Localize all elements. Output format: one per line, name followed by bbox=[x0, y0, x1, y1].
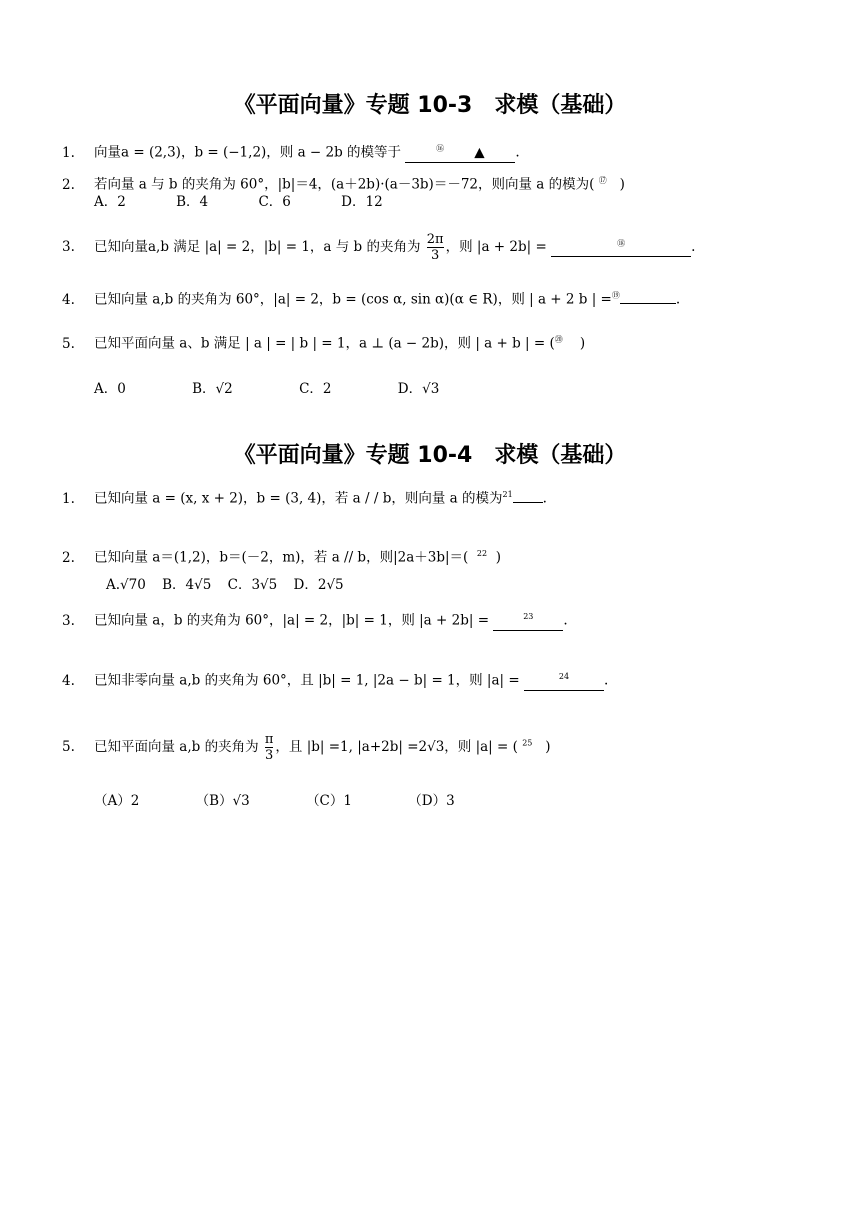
s2-question-3: 3. 已知向量 a，b 的夹角为 60°，|a| = 2，|b| = 1，则 |a + 2b| = $^{23}$ . bbox=[62, 608, 782, 631]
section1-title: 《平面向量》专题 10-3 求模（基础） bbox=[233, 93, 627, 118]
answer-blank: 24 bbox=[524, 668, 604, 691]
s1-question-2: 2. 若向量 a 与 b 的夹角为 60°，|b|＝4，(a＋2b)·(a－3b)＝－72，则向量 a 的模为( ⑰ ) bbox=[62, 176, 625, 193]
s2-question-2: 2. 已知向量 a＝(1,2)，b＝(－2，m)，若 a // b，则|2a＋3b|＝( $^{22}$ ) bbox=[62, 549, 501, 566]
answer-blank: ⑱ bbox=[551, 235, 691, 258]
section2-title: 《平面向量》专题 10-4 求模（基础） bbox=[233, 443, 627, 468]
s1-question-1: 1. 向量a = (2,3)，b = (−1,2)，则 a − 2b 的模等于 ⑯ ▲ . bbox=[62, 140, 782, 163]
answer-blank: ⑯ ▲ bbox=[405, 140, 515, 163]
s1-question-4: 4. 已知向量 a,b 的夹角为 60°，|a| = 2，b = (cos α, sin α)(α ∈ R)，则 | a + 2 b | =⑲ . bbox=[62, 291, 681, 308]
s2-question-5: 5. 已知平面向量 a,b 的夹角为 $\frac{\pi}{3}$ ，且 |b| =1, |a+2b| =2√3，则 |a| = ( $^{25}$ ) bbox=[62, 732, 551, 763]
s1-q5-options: A．0 B．√2 C．2 D．√3 bbox=[94, 381, 440, 397]
fraction: $\frac{\pi}{3}$ bbox=[264, 732, 274, 763]
s1-question-3: 3. 已知向量a,b 满足 |a| = 2，|b| = 1，a 与 b 的夹角为 $\frac{2\pi}{3}$ ，则 |a + 2b| = ⑱ . bbox=[62, 232, 696, 263]
s2-q5-options: （A）2 （B）√3 （C）1 （D）3 bbox=[94, 793, 455, 809]
s2-q2-options: A.√70 B．4√5 C．3√5 D．2√5 bbox=[106, 577, 344, 593]
answer-blank bbox=[513, 502, 543, 503]
s2-question-1: 1. 已知向量 a = (x, x + 2)，b = (3, 4)，若 a / / b，则向量 a 的模为$^{21}$ . bbox=[62, 490, 547, 507]
answer-blank bbox=[620, 303, 676, 304]
fraction: $\frac{2\pi}{3}$ bbox=[426, 232, 444, 263]
s1-question-5: 5. 已知平面向量 a、b 满足 | a | = | b | = 1，a ⊥ (a − 2b)，则 | a + b | = (⑳ ) bbox=[62, 335, 586, 352]
s1-q2-options: A．2 B．4 C．6 D．12 bbox=[94, 194, 383, 210]
s2-question-4: 4. 已知非零向量 a,b 的夹角为 60°，且 |b| = 1, |2a − b| = 1，则 |a| = $^{24}$ . bbox=[62, 668, 782, 691]
answer-blank: 23 bbox=[493, 608, 563, 631]
